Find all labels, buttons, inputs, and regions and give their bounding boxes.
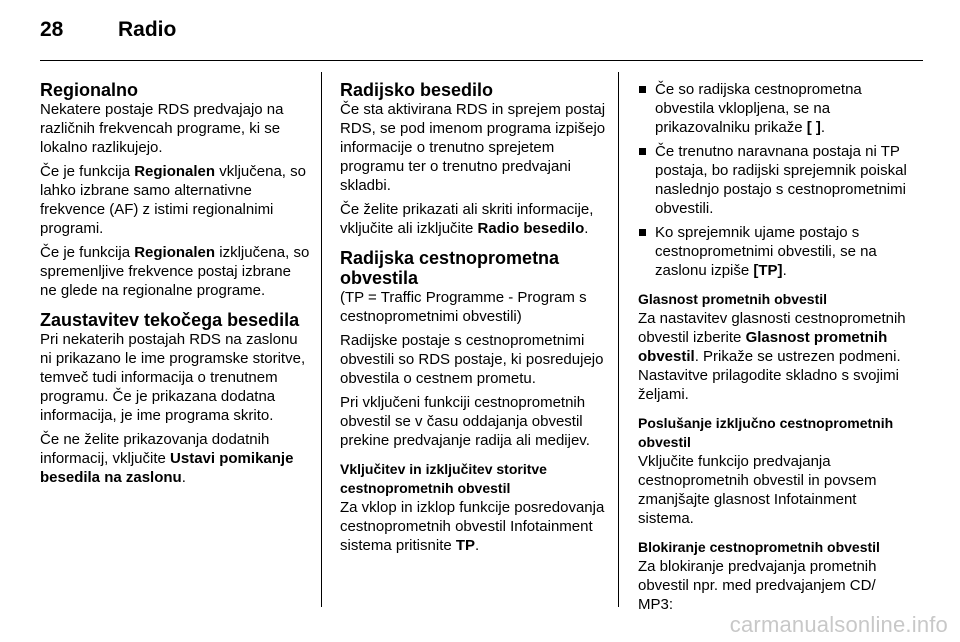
menu-term: Regionalen	[134, 163, 216, 180]
paragraph: Če želite prikazati ali skriti informacije, vključite ali izključite Radio besedilo.	[340, 201, 594, 237]
subheading-block: Blokiranje cestnoprometnih obvestil	[638, 539, 880, 555]
heading-traffic-programme: Radijska cestnoprometna obvestila	[340, 248, 560, 288]
header-rule	[40, 60, 923, 61]
subheading-volume: Glasnost prometnih obvestil	[638, 291, 828, 307]
bullet-item: Če trenutno naravnana postaja ni TP postaja, bo radijski sprejemnik poiskal naslednjo postajo s cestnoprometnimi obvestili.	[638, 142, 910, 218]
paragraph: (TP = Traffic Programme - Program s cestnoprometnimi obvestili)	[340, 289, 587, 325]
menu-term: Ustavi pomikanje besedila na zaslonu	[40, 450, 294, 486]
column-3	[638, 80, 910, 619]
paragraph: Za vklop in izklop funkcije posredovanja cestnoprometnih obvestil Infotainment sistema pritisnite TP.	[340, 499, 605, 554]
bullet-square-icon	[639, 229, 646, 236]
paragraph: Če je funkcija Regionalen vključena, so lahko izbrane samo alternativne frekvence (AF) z istimi regionalnimi programi.	[40, 163, 306, 237]
page-number: 28	[40, 18, 64, 41]
paragraph: Če ne želite prikazovanja dodatnih informacij, vključite Ustavi pomikanje besedila na zaslonu.	[40, 431, 294, 486]
bullet-square-icon	[639, 86, 646, 93]
bullet-item: Ko sprejemnik ujame postajo s cestnoprometnimi obvestili, se na zaslonu izpiše [TP].	[638, 223, 910, 280]
heading-radiotext: Radijsko besedilo	[340, 80, 494, 100]
subheading-tp-toggle: Vključitev in izključitev storitve cestnoprometnih obvestil	[340, 461, 547, 496]
menu-term: Radio besedilo	[477, 220, 585, 237]
column-divider-2	[618, 72, 619, 607]
bullet-item: Če so radijska cestnoprometna obvestila vklopljena, se na prikazovalniku prikaže [ ].	[638, 80, 910, 137]
heading-scroll-stop: Zaustavitev tekočega besedila	[40, 310, 300, 330]
column-2	[340, 80, 612, 560]
paragraph: Za blokiranje predvajanja prometnih obvestil npr. med predvajanjem CD/ MP3:	[638, 558, 877, 613]
paragraph: Če je funkcija Regionalen izključena, so spremenljive frekvence postaj izbrane ne glede na regionalne programe.	[40, 244, 310, 299]
paragraph: Pri nekaterih postajah RDS na zaslonu ni prikazano le ime programske storitve, temveč tudi informacija o trenutnem programu. Če je prikazana dodatna informacija, je ime programa skrito.	[40, 331, 306, 424]
menu-term: Regionalen	[134, 244, 216, 261]
column-1	[40, 80, 310, 492]
paragraph: Radijske postaje s cestnoprometnimi obvestili so RDS postaje, ki posredujejo obvestila o cestnem prometu.	[340, 332, 604, 387]
paragraph: Vključite funkcijo predvajanja cestnoprometnih obvestil in povsem zmanjšajte glasnost Infotainment sistema.	[638, 453, 877, 527]
heading-regional: Regionalno	[40, 80, 138, 100]
bullet-square-icon	[639, 148, 646, 155]
column-divider-1	[321, 72, 322, 607]
paragraph: Pri vključeni funkciji cestnoprometnih obvestil se v času oddajanja obvestil prekine predvajanje radija ali medijev.	[340, 394, 590, 449]
menu-term: Glasnost prometnih obvestil	[638, 329, 888, 365]
watermark: carmanualsonline.info	[729, 612, 948, 637]
paragraph: Za nastavitev glasnosti cestnoprometnih obvestil izberite Glasnost prometnih obvestil. Prikaže se ustrezen podmeni. Nastavitve prilagodite skladno s svojimi željami.	[638, 310, 906, 403]
subheading-listen-only: Poslušanje izključno cestnoprometnih obvestil	[638, 415, 894, 450]
button-term: TP	[455, 537, 476, 554]
paragraph: Če sta aktivirana RDS in sprejem postaj RDS, se pod imenom programa izpišejo informacije o trenutno sprejetem programu ter o trenutno predvajani skladbi.	[340, 101, 606, 194]
paragraph: Nekatere postaje RDS predvajajo na različnih frekvencah programe, ki se lokalno razlikujejo.	[40, 101, 284, 156]
section-title: Radio	[118, 18, 177, 41]
